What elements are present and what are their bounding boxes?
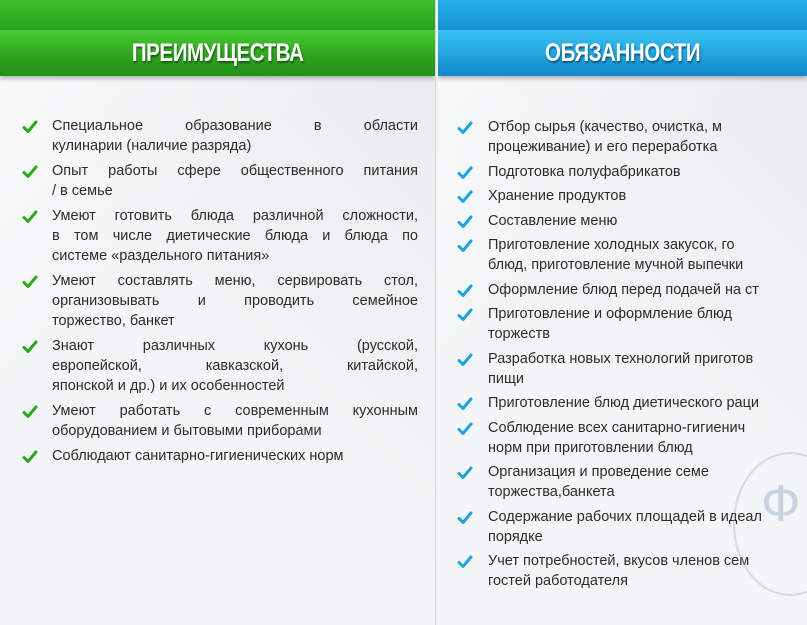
- checkmark-icon: [22, 449, 38, 465]
- duty-item-text: [488, 186, 807, 206]
- advantage-item: [22, 446, 418, 466]
- checkmark-icon: [457, 352, 473, 368]
- checkmark-icon: [457, 396, 473, 412]
- advantages-top-bar: [0, 0, 435, 30]
- checkmark-icon: [457, 189, 473, 205]
- checkmark-icon: [457, 465, 473, 481]
- checkmark-icon: [22, 164, 38, 180]
- advantage-item-line: Умеют работать с современным кухонным: [52, 403, 418, 419]
- advantage-item: [22, 206, 418, 266]
- duty-item-text: [488, 393, 807, 413]
- duty-item-line: торжеств: [488, 326, 550, 342]
- duty-item-text: [488, 235, 807, 275]
- duty-item-line: Приготовление блюд диетического раци: [488, 395, 760, 411]
- duty-item-text: [488, 418, 807, 458]
- duty-item-line: Разработка новых технологий приготов: [488, 350, 754, 367]
- checkmark-icon: [22, 119, 38, 135]
- advantage-item-text: [52, 116, 418, 156]
- duty-item: [457, 117, 807, 157]
- duty-item: [457, 162, 807, 182]
- duty-item: [457, 280, 807, 300]
- advantage-item-line: Соблюдают санитарно-гигиенических норм: [52, 448, 344, 464]
- advantage-item: [22, 336, 418, 396]
- duty-item-line: Составление меню: [488, 212, 618, 229]
- duty-item-line: Отбор сырья (качество, очистка, м: [488, 119, 723, 135]
- advantage-item-line: Умеют составлять меню, сервировать стол,: [52, 273, 418, 289]
- advantage-item-text: [52, 161, 418, 201]
- duty-item: [457, 186, 807, 206]
- advantage-item-line: оборудованием и бытовыми приборами: [52, 423, 322, 439]
- checkmark-icon: [457, 214, 473, 230]
- duty-item-text: [488, 280, 807, 300]
- duty-item-line: Подготовка полуфабрикатов: [488, 163, 681, 180]
- duty-item-line: пищи: [488, 370, 524, 387]
- duty-item-text: [488, 162, 807, 182]
- advantage-item-text: [52, 271, 418, 331]
- duty-item-line: гостей работодателя: [488, 573, 628, 589]
- checkmark-icon: [457, 554, 473, 570]
- duty-item-text: [488, 211, 807, 231]
- advantage-item-line: Знают различных кухонь (русской,: [52, 338, 418, 354]
- duties-header: [438, 30, 807, 76]
- checkmark-icon: [457, 165, 473, 181]
- duty-item-text: [488, 117, 807, 157]
- duty-item: [457, 235, 807, 275]
- duty-item-line: порядке: [488, 528, 543, 545]
- advantage-item-line: Опыт работы сфере общественного питания: [52, 163, 418, 179]
- advantage-item-line: в том числе диетические блюда и блюда по: [52, 228, 418, 244]
- duty-item: [457, 393, 807, 413]
- duty-item-line: Приготовление и оформление блюд: [488, 306, 733, 322]
- checkmark-icon: [457, 307, 473, 323]
- advantage-item-text: [52, 401, 418, 441]
- duty-item-text: [488, 304, 807, 344]
- advantage-item: [22, 161, 418, 201]
- advantages-header: [0, 30, 435, 76]
- duty-item: [457, 349, 807, 389]
- checkmark-icon: [22, 339, 38, 355]
- duty-item-line: Хранение продуктов: [488, 188, 627, 204]
- checkmark-icon: [457, 421, 473, 437]
- advantage-item-line: японской и др.) и их особенностей: [52, 378, 285, 394]
- checkmark-icon: [457, 283, 473, 299]
- duty-item-line: Приготовление холодных закусок, го: [488, 237, 735, 253]
- duty-item: [457, 211, 807, 231]
- duties-title: ОБЯЗАННОСТИ: [544, 38, 701, 67]
- duty-item-line: торжества,банкета: [488, 484, 615, 500]
- advantage-item: [22, 116, 418, 156]
- duty-item-line: Учет потребностей, вкусов членов сем: [488, 553, 750, 569]
- duty-item-text: [488, 349, 807, 389]
- duty-item-line: Соблюдение всех санитарно-гигиенич: [488, 419, 746, 436]
- advantage-item: [22, 401, 418, 441]
- duties-panel: [438, 0, 807, 625]
- checkmark-icon: [22, 404, 38, 420]
- duty-item-line: процеживание) и его переработка: [488, 139, 718, 155]
- advantage-item-text: [52, 446, 418, 466]
- checkmark-icon: [457, 510, 473, 526]
- advantage-item: [22, 271, 418, 331]
- checkmark-icon: [457, 120, 473, 136]
- advantage-item-text: [52, 206, 418, 266]
- advantages-list: [22, 116, 418, 471]
- advantage-item-line: системе «раздельного питания»: [52, 248, 270, 264]
- duty-item: [457, 418, 807, 458]
- advantage-item-line: Умеют готовить блюда различной сложности,: [52, 208, 418, 224]
- duty-item-line: Организация и проведение семе: [488, 464, 709, 480]
- advantages-title: ПРЕИМУЩЕСТВА: [131, 38, 304, 67]
- checkmark-icon: [22, 209, 38, 225]
- duties-top-bar: [438, 0, 807, 30]
- advantage-item-line: европейской, кавказской, китайской,: [52, 358, 418, 374]
- advantage-item-line: торжество, банкет: [52, 313, 175, 329]
- duty-item-line: Содержание рабочих площадей в идеал: [488, 508, 762, 525]
- advantage-item-line: организовывать и проводить семейное: [52, 293, 418, 309]
- duty-item: [457, 304, 807, 344]
- duty-item-line: блюд, приготовление мучной выпечки: [488, 257, 744, 273]
- duty-item-line: Оформление блюд перед подачей на ст: [488, 281, 759, 298]
- advantage-item-line: кулинарии (наличие разряда): [52, 138, 252, 154]
- duty-item-line: норм при приготовлении блюд: [488, 439, 693, 456]
- advantage-item-line: Специальное образование в области: [52, 118, 418, 134]
- checkmark-icon: [457, 238, 473, 254]
- advantage-item-line: / в семье: [52, 183, 113, 199]
- advantage-item-text: [52, 336, 418, 396]
- checkmark-icon: [22, 274, 38, 290]
- watermark-glyph: Ф: [761, 475, 801, 533]
